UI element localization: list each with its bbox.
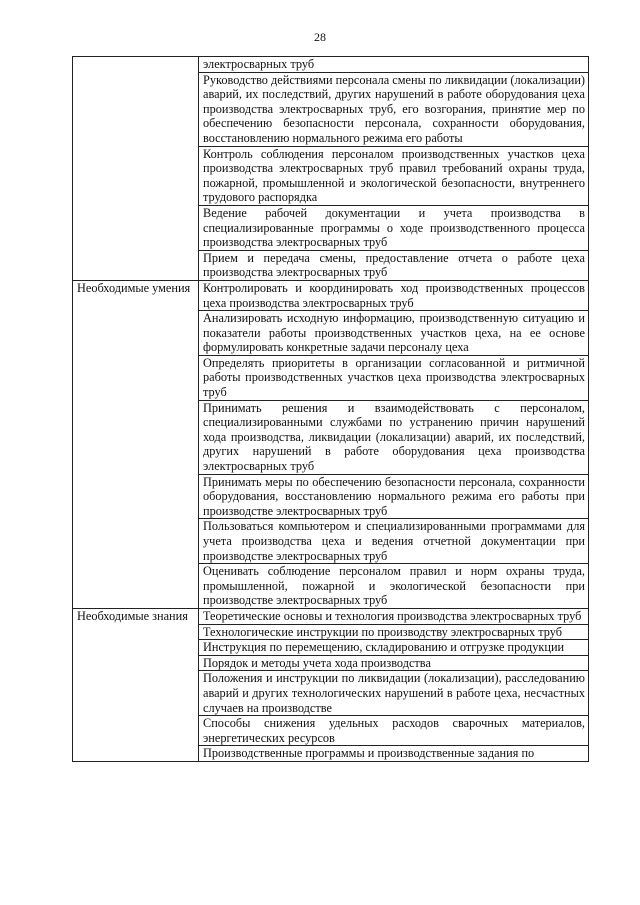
requirement-item: Порядок и методы учета хода производства xyxy=(199,655,589,671)
section-label xyxy=(73,57,199,281)
requirement-item: Контроль соблюдения персоналом производственных участков цеха производства электросварных труб правил требований охраны труда, пожарной, промышленной и экологической безопасности, внутреннего трудового распорядка xyxy=(199,146,589,205)
requirements-table xyxy=(72,56,589,762)
table-row xyxy=(73,608,589,624)
requirement-item: Способы снижения удельных расходов сварочных материалов, энергетических ресурсов xyxy=(199,716,589,746)
requirement-item: Инструкция по перемещению, складированию и отгрузке продукции xyxy=(199,640,589,656)
requirement-item: Положения и инструкции по ликвидации (локализации), расследованию аварий и других технологических нарушений в работе цеха, несчастных случаев на производстве xyxy=(199,671,589,716)
requirement-item: Теоретические основы и технология производства электросварных труб xyxy=(199,608,589,624)
section-label: Необходимые умения xyxy=(73,280,199,608)
requirement-item: Принимать меры по обеспечению безопасности персонала, сохранности оборудования, восстановлению нормального режима его работы при производстве электросварных труб xyxy=(199,474,589,519)
requirement-item: электросварных труб xyxy=(199,57,589,73)
requirement-item: Контролировать и координировать ход производственных процессов цеха производства электросварных труб xyxy=(199,280,589,310)
requirement-item: Пользоваться компьютером и специализированными программами для учета производства цеха и ведения отчетной документации при производстве электросварных труб xyxy=(199,519,589,564)
requirement-item: Анализировать исходную информацию, производственную ситуацию и показатели работы производственных участков цеха, на ее основе формулировать конкретные задачи персоналу цеха xyxy=(199,311,589,356)
requirement-item: Ведение рабочей документации и учета производства в специализированные программы о ходе производственного процесса производства электросварных труб xyxy=(199,205,589,250)
requirement-item: Руководство действиями персонала смены по ликвидации (локализации) аварий, их последствий, других нарушений в работе оборудования цеха производства электросварных труб, его возгорания, принятие мер по обеспечению безопасности персонала, сохранности оборудования, восстановлению нормального режима его работы xyxy=(199,72,589,146)
page-number: 28 xyxy=(314,30,326,44)
requirement-item: Оценивать соблюдение персоналом правил и норм охраны труда, промышленной, пожарной и экологической безопасности при производстве электросварных труб xyxy=(199,564,589,609)
section-label: Необходимые знания xyxy=(73,608,199,761)
requirement-item: Принимать решения и взаимодействовать с персоналом, специализированными службами по устранению причин нарушений хода производства, ликвидации (локализации) аварий, их последствий, других нарушений в работе оборудования цеха производства электросварных труб xyxy=(199,400,589,474)
table-row xyxy=(73,280,589,310)
requirement-item: Технологические инструкции по производству электросварных труб xyxy=(199,624,589,640)
table-row xyxy=(73,57,589,73)
table-body xyxy=(73,57,589,762)
requirement-item: Прием и передача смены, предоставление отчета о работе цеха производства электросварных труб xyxy=(199,250,589,280)
requirement-item: Определять приоритеты в организации согласованной и ритмичной работы производственных участков цеха производства электросварных труб xyxy=(199,355,589,400)
requirement-item: Производственные программы и производственные задания по xyxy=(199,746,589,762)
